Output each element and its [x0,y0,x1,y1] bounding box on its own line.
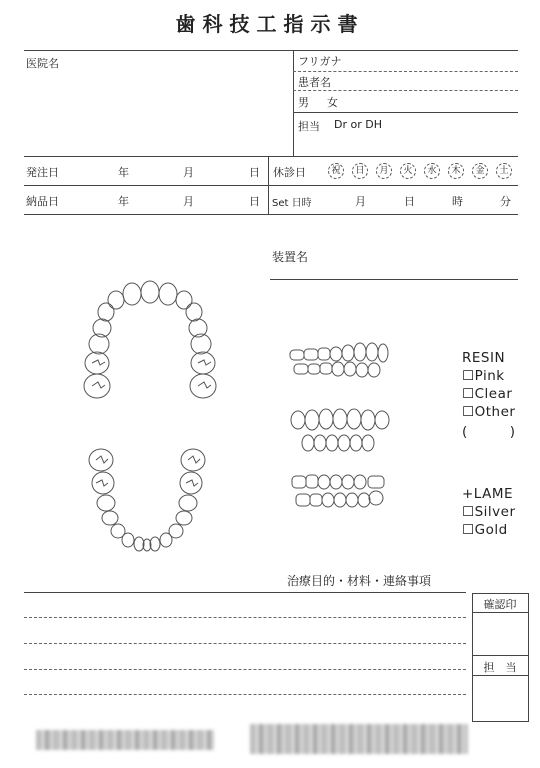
staff-label: 担当 [298,120,320,133]
upper-arch-diagram [80,278,220,408]
divider [24,50,518,51]
order-date-label: 発注日 [26,166,59,179]
delivery-day[interactable]: 日 [249,195,260,208]
clinic-name-field[interactable]: 医院名 [26,57,59,70]
divider [24,214,518,215]
occlusion-diagram-1 [286,342,396,382]
set-datetime-label: Set 日時 [272,198,312,209]
person-in-charge-label: 担 当 [483,661,517,674]
divider [24,592,466,593]
set-day[interactable]: 日 [404,195,415,208]
redacted-footer [250,724,468,754]
set-month[interactable]: 月 [355,195,366,208]
furigana-field[interactable]: フリガナ [298,55,342,68]
divider [472,612,528,613]
holiday-option[interactable]: 金 [472,163,488,179]
notes-line[interactable] [24,617,466,618]
divider [472,675,528,676]
notes-line[interactable] [24,643,466,644]
order-year[interactable]: 年 [118,166,129,179]
notes-line[interactable] [24,694,466,695]
holiday-option[interactable]: 火 [400,163,416,179]
holiday-option[interactable]: 日 [352,163,368,179]
resin-other-checkbox[interactable]: ☐Other [462,404,516,420]
delivery-date-label: 納品日 [26,195,59,208]
staff-roles[interactable]: Dr or DH [334,118,382,131]
divider [472,655,528,656]
notes-label: 治療目的・材料・連絡事項 [287,574,432,588]
lame-silver-checkbox[interactable]: ☐Silver [462,504,516,520]
divider [293,71,518,72]
device-name-label: 装置名 [272,250,309,264]
holiday-label: 休診日 [273,166,306,179]
divider [293,90,518,91]
lower-arch-diagram [80,446,220,556]
resin-title: RESIN [462,350,506,366]
holiday-option[interactable]: 土 [496,163,512,179]
order-day[interactable]: 日 [249,166,260,179]
redacted-footer [36,730,214,750]
holiday-option[interactable]: 水 [424,163,440,179]
occlusion-diagram-3 [286,470,396,516]
form-title: 歯科技工指示書 [175,12,365,36]
divider [24,156,518,157]
patient-name-field[interactable]: 患者名 [298,76,331,89]
lame-gold-checkbox[interactable]: ☐Gold [462,522,508,538]
resin-other-field[interactable]: ( ) [462,424,516,440]
resin-pink-checkbox[interactable]: ☐Pink [462,368,505,384]
notes-line[interactable] [24,669,466,670]
divider [24,185,518,186]
delivery-month[interactable]: 月 [183,195,194,208]
delivery-year[interactable]: 年 [118,195,129,208]
holiday-option[interactable]: 木 [448,163,464,179]
gender-female-option[interactable]: 女 [327,96,338,109]
device-name-field[interactable] [270,279,518,280]
divider [293,112,518,113]
confirm-stamp-label: 確認印 [483,598,517,611]
holiday-option[interactable]: 月 [376,163,392,179]
holiday-option[interactable]: 祝 [328,163,344,179]
lame-title: +LAME [462,486,514,502]
set-minute[interactable]: 分 [500,195,511,208]
order-month[interactable]: 月 [183,166,194,179]
resin-clear-checkbox[interactable]: ☐Clear [462,386,513,402]
divider [268,156,269,214]
gender-male-option[interactable]: 男 [298,96,309,109]
divider [293,50,294,156]
set-hour[interactable]: 時 [452,195,463,208]
occlusion-diagram-2 [286,408,396,454]
